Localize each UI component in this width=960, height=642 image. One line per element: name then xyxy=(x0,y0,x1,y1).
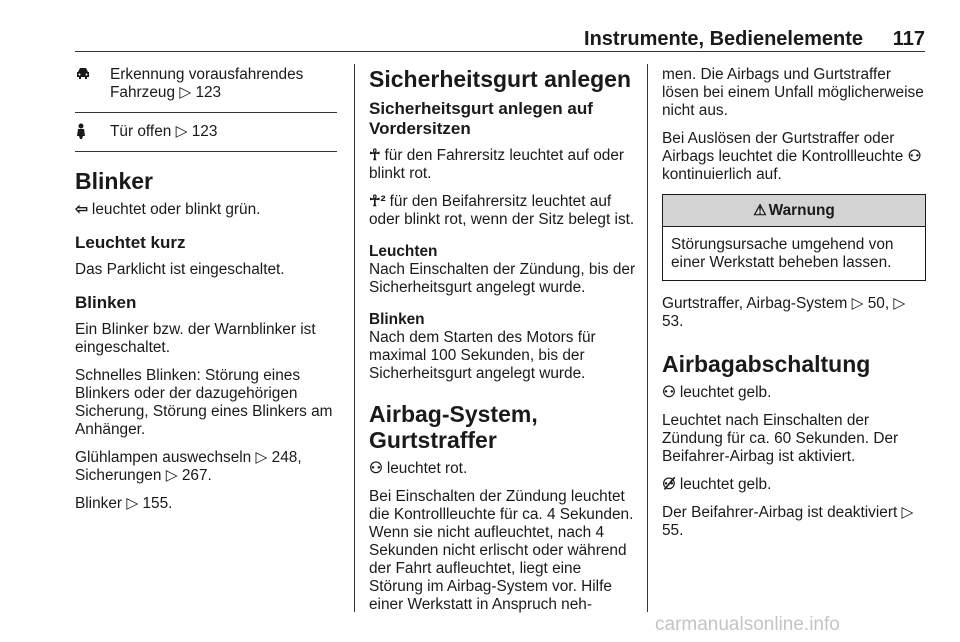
subheading-vordersitze: Sicherheitsgurt anlegen auf Vordersitzen xyxy=(369,99,593,138)
ref-arrow-icon: ▷ xyxy=(179,84,192,101)
column-divider-2 xyxy=(647,64,648,612)
page-ref-link[interactable]: 123 xyxy=(195,84,222,101)
header-title: Instrumente, Bedienelemente xyxy=(584,28,863,50)
leuchten-text: Nach Einschalten der Zündung, bis der Sicherheitsgurt angelegt wurde. xyxy=(369,261,636,296)
watermark: carmanualsonline.info xyxy=(655,614,840,635)
ref-arrow-icon: ▷ xyxy=(165,467,178,484)
ref-arrow-icon: ▷ xyxy=(255,449,268,466)
subheading-leuchtet-kurz: Leuchtet kurz xyxy=(75,233,186,252)
ref-arrow-icon: ▷ xyxy=(175,123,188,140)
blinken-p2: Schnelles Blinken: Störung eines Blinkers oder der dazugehörigen Sicherung, Störung eines Blinkers am Anhänger. xyxy=(75,367,333,438)
airbag-off-desc: Der Beifahrer-Airbag ist deaktiviert ▷ 55. xyxy=(662,504,914,539)
turn-signal-icon: ⇦ xyxy=(75,201,88,218)
divider xyxy=(75,151,337,152)
ref-arrow-icon: ▷ xyxy=(851,295,864,312)
airbag-text-2: Bei Einschalten der Zündung leuchtet die Kontrollleuchte für ca. 4 Sekunden. Wenn sie nicht aufleuchtet, nach 4 Sekunden nicht erlischt oder während der Fahrt aufleuchtet, liegt eine Störung im Airbag-System vor. Hilfe einer Werkstatt in Anspruch neh- xyxy=(369,488,634,613)
page-ref-link[interactable]: 123 xyxy=(191,123,218,140)
airbag-icon: ⚇ xyxy=(907,148,922,165)
warning-triangle-icon: ⚠ xyxy=(753,202,767,219)
ref-arrow-icon: ▷ xyxy=(901,504,914,521)
blinken-text-2: Nach dem Starten des Motors für maximal 100 Sekunden, bis der Sicherheitsgurt angelegt wurde. xyxy=(369,329,596,382)
column-3 xyxy=(662,66,926,550)
ref-arrow-icon: ▷ xyxy=(126,495,139,512)
column-divider-1 xyxy=(354,64,355,612)
seatbelt-passenger-text: ☥² für den Beifahrersitz leuchtet auf oder blinkt rot, wenn der Sitz belegt ist. xyxy=(369,193,635,228)
list-item-door-open: Tür offen ▷ 123 xyxy=(75,123,337,141)
continued-text: men. Die Airbags und Gurtstraffer lösen bei einem Unfall möglicherweise nicht aus. xyxy=(662,66,924,119)
car-front-icon xyxy=(75,66,91,85)
list-item-vehicle-detection: Erkennung vorausfahrendes Fahrzeug ▷ 123 xyxy=(75,66,337,102)
blinken-p1: Ein Blinker bzw. der Warnblinker ist eingeschaltet. xyxy=(75,321,316,356)
page-ref-link[interactable]: 50, xyxy=(867,295,890,312)
kurz-text: Das Parklicht ist eingeschaltet. xyxy=(75,261,285,278)
airbag-on-icon: ⚇ xyxy=(662,384,676,401)
airbag-text-1: ⚇ leuchtet rot. xyxy=(369,460,468,477)
airbag-off-icon: ⚇̸ xyxy=(662,476,676,493)
subheading-blinken: Blinken xyxy=(75,293,137,312)
page-ref-link[interactable]: 248 xyxy=(271,449,298,466)
gurtstraffer-text: Bei Auslösen der Gurtstraffer oder Airbags leuchtet die Kontrollleuchte ⚇kontinuierlich auf. xyxy=(662,130,922,183)
blinker-text: ⇦ leuchtet oder blinkt grün. xyxy=(75,201,261,218)
warning-header: ⚠ Warnung xyxy=(663,195,925,227)
warning-text: Störungsursache umgehend von einer Werkstatt beheben lassen. xyxy=(671,236,894,271)
subheading-blinken-2: Blinken xyxy=(369,311,425,328)
airbag-system-ref: Gurtstraffer, Airbag-System ▷ 50, ▷ 53. xyxy=(662,295,906,330)
seatbelt-icon: ☥ xyxy=(369,147,381,164)
gluehlampen-ref: Glühlampen auswechseln ▷ 248, Sicherungen ▷ 267. xyxy=(75,449,302,484)
airbag-on-text: ⚇ leuchtet gelb. xyxy=(662,384,772,401)
page-number: 117 xyxy=(892,28,925,50)
seatbelt-driver-text: ☥ für den Fahrersitz leuchtet auf oder blinkt rot. xyxy=(369,147,625,182)
page-ref-link[interactable]: 55. xyxy=(662,522,684,539)
page-ref-link[interactable]: 155. xyxy=(142,495,173,512)
column-2 xyxy=(369,66,636,624)
seatbelt-icon: ☥² xyxy=(369,193,386,210)
section-heading-airbagabschaltung: Airbagabschaltung xyxy=(662,351,871,377)
airbag-off-text: ⚇̸ leuchtet gelb. xyxy=(662,476,772,493)
airbag-on-desc: Leuchtet nach Einschalten der Zündung für ca. 60 Sekunden. Der Beifahrer-Airbag ist aktiviert. xyxy=(662,412,899,465)
section-heading-airbag: Airbag-System, Gurtstraffer xyxy=(369,401,538,453)
ref-arrow-icon: ▷ xyxy=(893,295,906,312)
warning-box xyxy=(662,194,926,281)
door-open-icon xyxy=(75,123,87,144)
blinker-ref: Blinker ▷ 155. xyxy=(75,495,173,512)
section-heading-blinker: Blinker xyxy=(75,168,153,194)
airbag-icon: ⚇ xyxy=(369,460,383,477)
subheading-leuchten: Leuchten xyxy=(369,243,438,260)
header-rule xyxy=(75,51,925,52)
page-ref-link[interactable]: 267. xyxy=(181,467,212,484)
section-heading-sicherheitsgurt: Sicherheitsgurt anlegen xyxy=(369,66,632,92)
page-ref-link[interactable]: 53. xyxy=(662,313,684,330)
divider xyxy=(75,112,337,113)
column-1 xyxy=(75,66,337,523)
